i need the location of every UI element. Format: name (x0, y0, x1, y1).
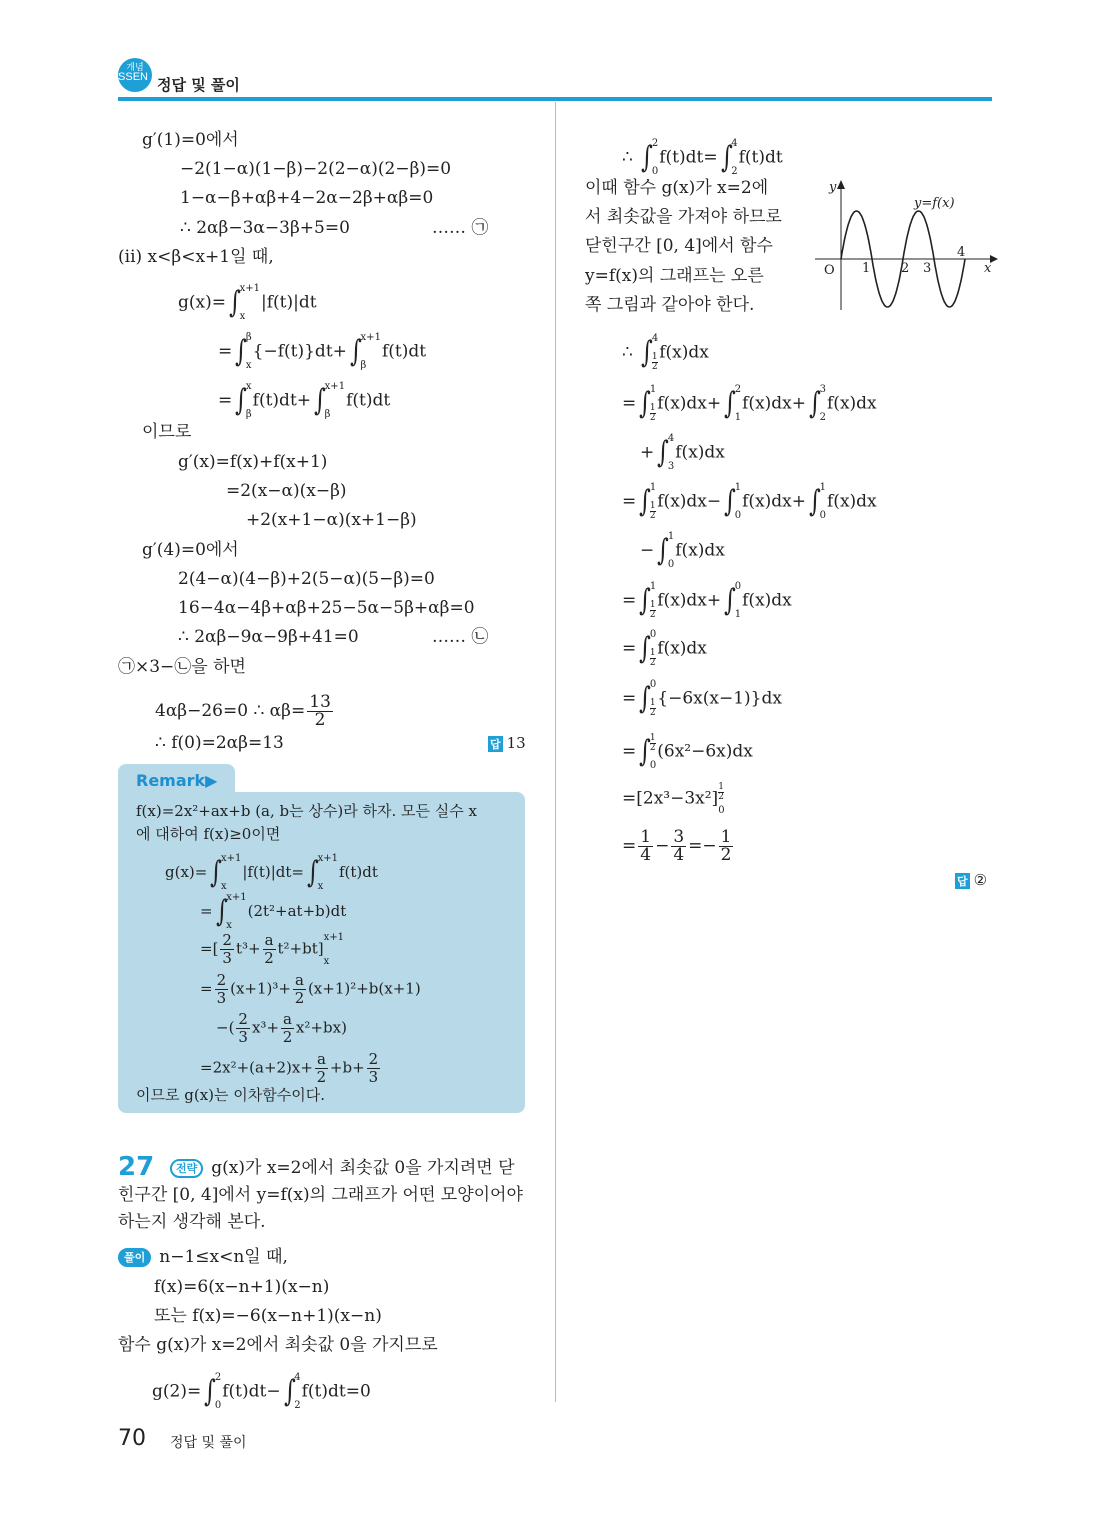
text-line: 쪽 그림과 같아야 한다. (585, 295, 755, 315)
remark-line: = ∫ x+1 x (2t²+at+b)dt (200, 892, 347, 931)
remark-line: 이므로 g(x)는 이차함수이다. (136, 1086, 325, 1104)
math-line: 1−α−β+αβ+4−2α−2β+αβ=0 (180, 188, 434, 208)
math-line: + ∫ 4 3 f(x)dx (640, 433, 725, 472)
equation-marker: …… ㉡ (432, 627, 489, 647)
math-line: = $\frac{1}{4}$ − $\frac{3}{4}$ =− $\frac{1}{2}$ (622, 827, 732, 865)
math-line: = ∫ 1 $\frac{1}{2}$ f(x)dx+ ∫ 2 1 f(x)dx+ ∫ 3 2 f(x)dx (622, 384, 877, 423)
solution-text: n−1≤x<n일 때, (159, 1247, 288, 1267)
tick-label-3: 3 (923, 261, 932, 276)
problem-number: 27 (118, 1152, 155, 1182)
strategy-line: 힌구간 [0, 4]에서 y=f(x)의 그래프가 어떤 모양이어야 (118, 1185, 523, 1205)
math-line: − ∫ 1 0 f(x)dx (640, 531, 725, 570)
header-rule (118, 97, 992, 101)
solution-line: 함수 g(x)가 x=2에서 최솟값 0을 가지므로 (118, 1335, 438, 1355)
math-line: 4αβ−26=0 ∴ αβ= $\frac{13}{2}$ (155, 692, 331, 730)
y-axis-arrow (837, 180, 845, 189)
strategy-tag: 전략 (170, 1159, 203, 1178)
page-header-title: 정답 및 풀이 (157, 76, 240, 94)
strategy-text: g(x)가 x=2에서 최솟값 0을 가지려면 닫 (211, 1158, 515, 1178)
math-line: = ∫ x β f(t)dt+ ∫ x+1 β f(t)dt (218, 381, 391, 420)
math-line: g(x)= ∫ x+1 x |f(t)|dt (178, 283, 317, 322)
remark-line: −( $\frac{2}{3}$ x³+ $\frac{a}{2}$ x²+bx) (216, 1010, 347, 1046)
remark-line: f(x)=2x²+ax+b (a, b는 상수)라 하자. 모든 실수 x (136, 802, 477, 820)
math-line: g′(4)=0에서 (142, 540, 239, 560)
math-line: ∴ f(0)=2αβ=13 (155, 733, 284, 753)
math-line: = ∫ 1 $\frac{1}{2}$ f(x)dx− ∫ 1 0 f(x)dx+ ∫ 1 0 f(x)dx (622, 482, 877, 521)
solution-line: g(2)= ∫ 2 0 f(t)dt− ∫ 4 2 f(t)dt=0 (152, 1372, 371, 1411)
math-line: −2(1−α)(1−β)−2(2−α)(2−β)=0 (180, 159, 452, 179)
brand-logo (118, 58, 152, 92)
page-number: 70 (118, 1426, 146, 1451)
answer-badge (955, 871, 987, 889)
math-line: 2(4−α)(4−β)+2(5−α)(5−β)=0 (178, 569, 435, 589)
math-line: = ∫ 0 $\frac{1}{2}$ {−6x(x−1)}dx (622, 679, 782, 718)
remark-line: =[ $\frac{2}{3}$ t³+ $\frac{a}{2}$ t²+bt] x+1 x (200, 931, 345, 967)
math-line: ∴ ∫ 2 0 f(t)dt= ∫ 4 2 f(t)dt (622, 138, 783, 177)
function-graph (810, 175, 1000, 315)
remark-line: =2x²+(a+2)x+ $\frac{a}{2}$ +b+ $\frac{2}{3}$ (200, 1050, 379, 1086)
logo-text-bottom: SSEN (118, 71, 148, 83)
text-line: 서 최솟값을 가져야 하므로 (585, 207, 782, 227)
math-line: = ∫ $\frac{1}{2}$ 0 (6x²−6x)dx (622, 733, 753, 771)
solution-line (118, 1246, 288, 1268)
tick-label-4: 4 (957, 245, 966, 260)
math-line: g′(x)=f(x)+f(x+1) (178, 452, 328, 472)
y-axis-label: y (829, 180, 837, 195)
footer-title: 정답 및 풀이 (170, 1435, 247, 1451)
math-line: = ∫ 0 $\frac{1}{2}$ f(x)dx (622, 629, 707, 668)
math-line: (ii) x<β<x+1일 때, (118, 247, 274, 267)
math-line: 이므로 (142, 422, 192, 442)
strategy-line (170, 1157, 515, 1179)
logo-text-top: 개념 (126, 62, 144, 72)
tick-label-2: 2 (901, 261, 910, 276)
text-line: 닫힌구간 [0, 4]에서 함수 (585, 236, 773, 256)
math-line: +2(x+1−α)(x+1−β) (246, 510, 417, 530)
solution-line: 또는 f(x)=−6(x−n+1)(x−n) (154, 1306, 382, 1326)
remark-line: g(x)= ∫ x+1 x |f(t)|dt= ∫ x+1 x f(t)dt (165, 853, 378, 892)
answer-badge (488, 734, 526, 752)
math-line: =2(x−α)(x−β) (226, 481, 347, 501)
remark-line: 에 대하여 f(x)≥0이면 (136, 825, 281, 843)
math-line: ∴ 2αβ−9α−9β+41=0 (178, 627, 359, 647)
math-line: ∴ 2αβ−3α−3β+5=0 (180, 218, 350, 238)
column-divider (555, 102, 556, 1402)
math-line: ∴ ∫ 4 $\frac{1}{2}$ f(x)dx (622, 333, 709, 372)
text-line: y=f(x)의 그래프는 오른 (585, 266, 764, 286)
curve-label: y=f(x) (914, 196, 955, 211)
remark-tab: Remark▶ (118, 764, 235, 796)
remark-line: = $\frac{2}{3}$ (x+1)³+ $\frac{a}{2}$ (x+1)²+b(x+1) (200, 971, 421, 1007)
math-line: =[2x³−3x²] $\frac{1}{2}$ 0 (622, 782, 725, 816)
text-line: 이때 함수 g(x)가 x=2에 (585, 178, 769, 198)
origin-label: O (824, 263, 835, 278)
solution-tag: 풀이 (118, 1248, 151, 1267)
strategy-line: 하는지 생각해 본다. (118, 1212, 266, 1232)
equation-marker: …… ㉠ (432, 218, 489, 238)
answer-tag: 답 (490, 738, 501, 751)
x-axis-label: x (984, 261, 992, 276)
math-line: 16−4α−4β+αβ+25−5α−5β+αβ=0 (178, 598, 475, 618)
math-line: = ∫ β x {−f(t)}dt+ ∫ x+1 β f(t)dt (218, 332, 427, 371)
math-line: ㉠×3−㉡을 하면 (118, 657, 246, 677)
tick-label-1: 1 (862, 261, 871, 276)
answer-value: 13 (506, 734, 526, 752)
math-line: = ∫ 1 $\frac{1}{2}$ f(x)dx+ ∫ 0 1 f(x)dx (622, 581, 792, 620)
solution-line: f(x)=6(x−n+1)(x−n) (154, 1277, 330, 1297)
math-line: g′(1)=0에서 (142, 130, 239, 150)
answer-tag: 답 (957, 875, 968, 888)
answer-value: ② (973, 871, 988, 889)
